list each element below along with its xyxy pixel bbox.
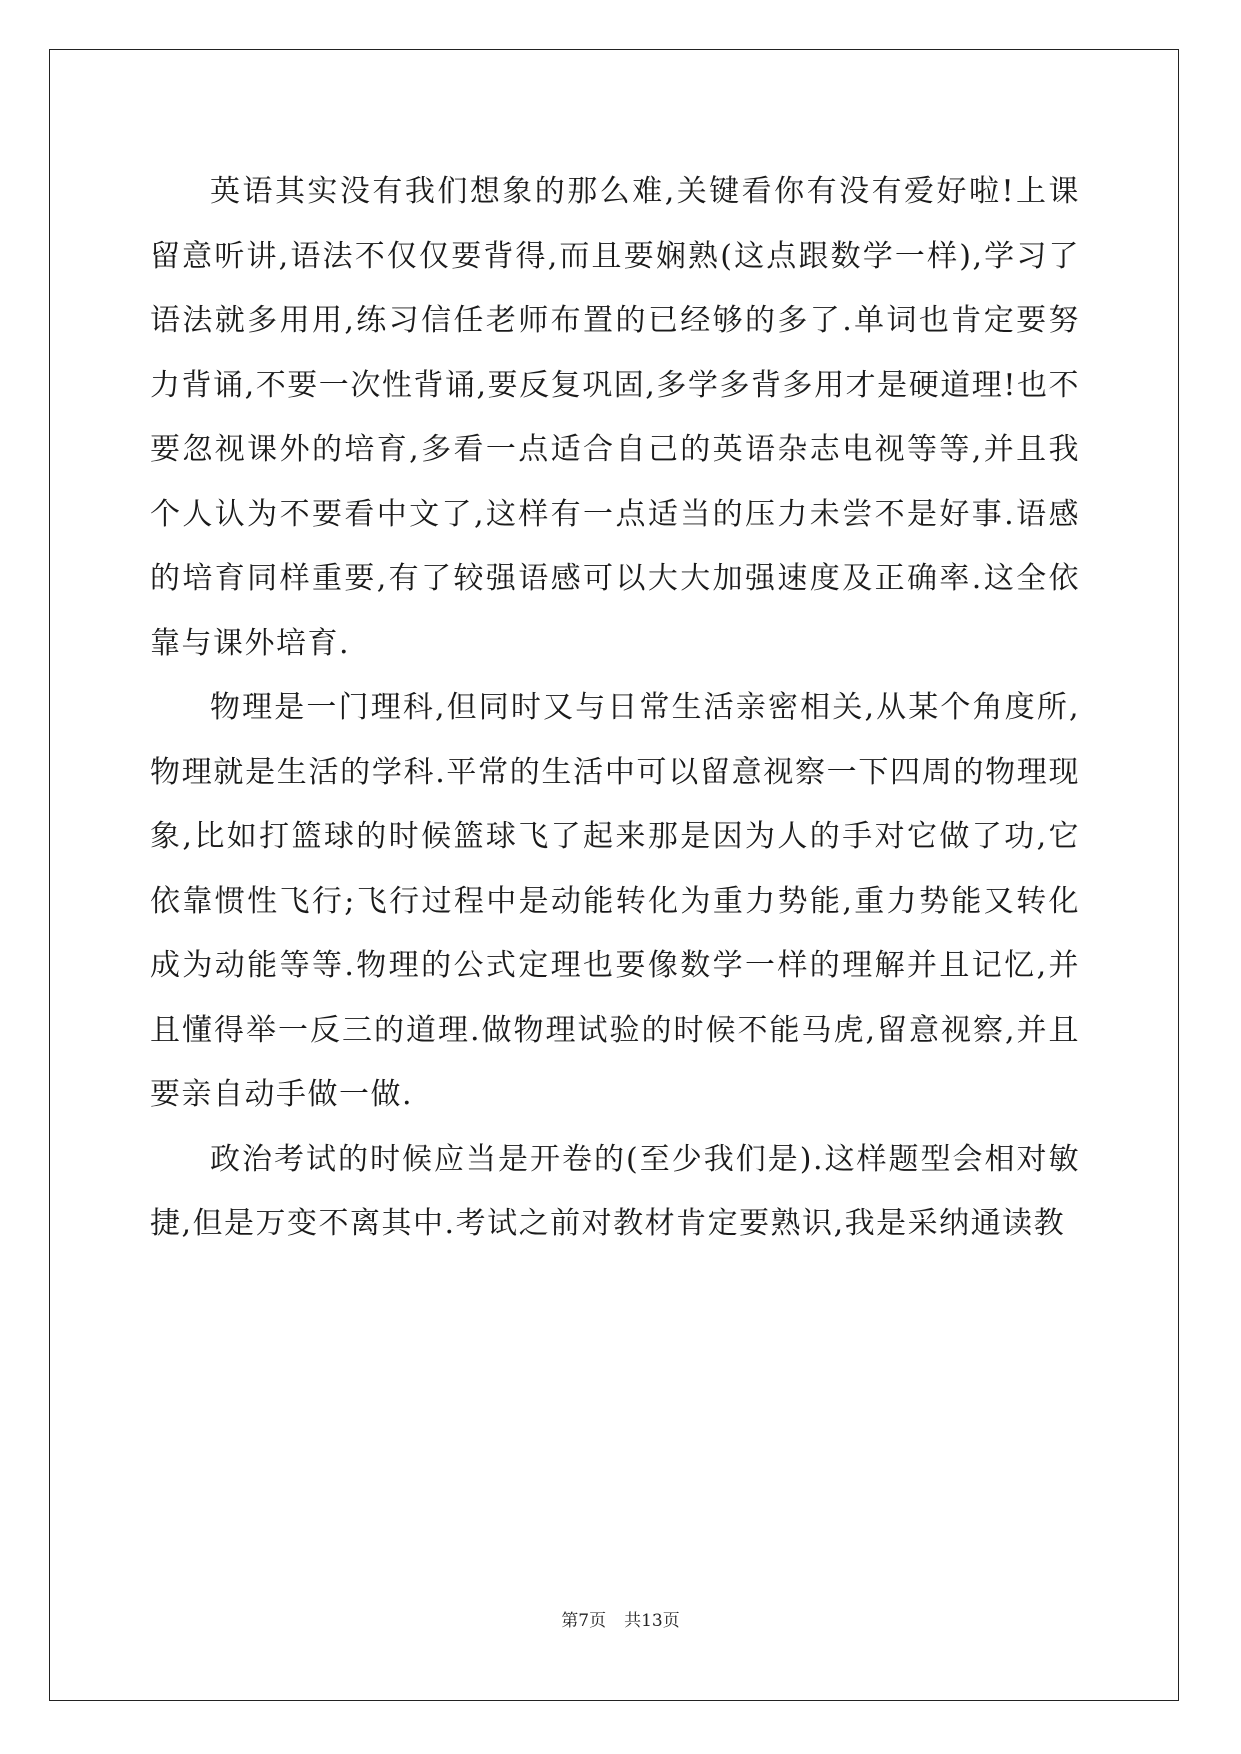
page-footer — [0, 1610, 1241, 1632]
document-body — [150, 160, 1080, 1257]
paragraph-politics: 政治考试的时候应当是开卷的(至少我们是).这样题型会相对敏捷,但是万变不离其中.考试之前对教材肯定要熟识,我是采纳通读教 — [150, 1141, 1080, 1241]
paragraph-english: 英语其实没有我们想象的那么难,关键看你有没有爱好啦!上课留意听讲,语法不仅仅要背得,而且要娴熟(这点跟数学一样),学习了语法就多用用,练习信任老师布置的已经够的多了.单词也肯定要努力背诵,不要一次性背诵,要反复巩固,多学多背多用才是硬道理!也不要忽视课外的培育,多看一点适合自己的英语杂志电视等等,并且我个人认为不要看中文了,这样有一点适当的压力未尝不是好事.语感的培育同样重要,有了较强语感可以大大加强速度及正确率.这全依靠与课外培育. — [150, 174, 1080, 661]
page-total: 共13页 — [624, 1611, 680, 1631]
page-number: 第7页 — [561, 1611, 607, 1631]
paragraph-physics: 物理是一门理科,但同时又与日常生活亲密相关,从某个角度所,物理就是生活的学科.平常的生活中可以留意视察一下四周的物理现象,比如打篮球的时候篮球飞了起来那是因为人的手对它做了功,它依靠惯性飞行;飞行过程中是动能转化为重力势能,重力势能又转化成为动能等等.物理的公式定理也要像数学一样的理解并且记忆,并且懂得举一反三的道理.做物理试验的时候不能马虎,留意视察,并且要亲自动手做一做. — [150, 690, 1080, 1112]
